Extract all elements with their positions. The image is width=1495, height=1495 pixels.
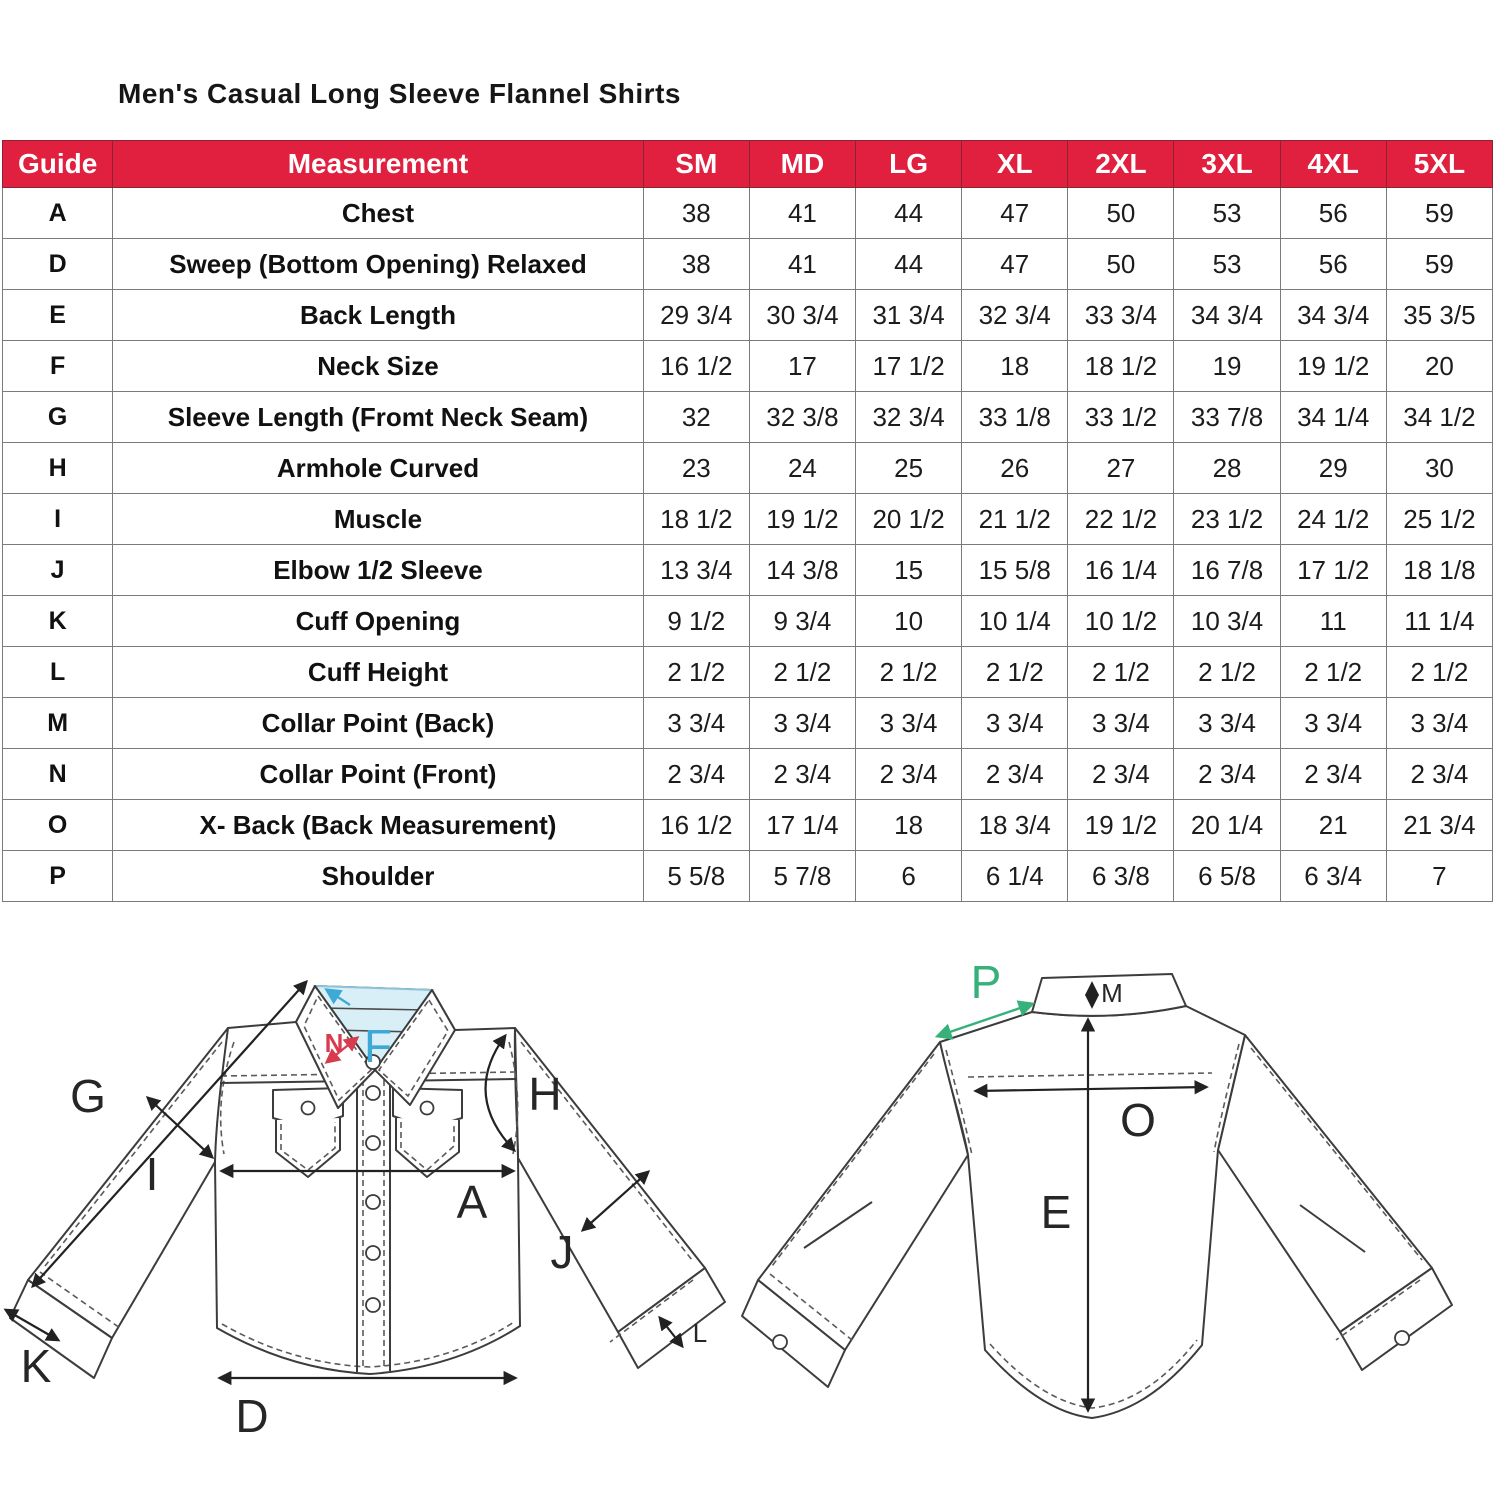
value-cell: 18 bbox=[962, 341, 1068, 392]
value-cell: 2 1/2 bbox=[1386, 647, 1492, 698]
value-cell: 18 1/8 bbox=[1386, 545, 1492, 596]
header-cell: 3XL bbox=[1174, 141, 1280, 188]
value-cell: 3 3/4 bbox=[1386, 698, 1492, 749]
value-cell: 9 1/2 bbox=[643, 596, 749, 647]
label-N: N bbox=[324, 1028, 344, 1058]
value-cell: 3 3/4 bbox=[749, 698, 855, 749]
value-cell: 2 3/4 bbox=[1386, 749, 1492, 800]
value-cell: 2 3/4 bbox=[1280, 749, 1386, 800]
value-cell: 20 1/4 bbox=[1174, 800, 1280, 851]
measurement-cell: Muscle bbox=[113, 494, 643, 545]
value-cell: 26 bbox=[962, 443, 1068, 494]
value-cell: 6 5/8 bbox=[1174, 851, 1280, 902]
label-O: O bbox=[1120, 1094, 1156, 1146]
value-cell: 50 bbox=[1068, 239, 1174, 290]
header-cell: 2XL bbox=[1068, 141, 1174, 188]
table-row bbox=[3, 188, 1493, 239]
measurement-cell: Sleeve Length (Fromt Neck Seam) bbox=[113, 392, 643, 443]
value-cell: 34 1/2 bbox=[1386, 392, 1492, 443]
label-K: K bbox=[20, 1340, 52, 1392]
value-cell: 2 3/4 bbox=[643, 749, 749, 800]
value-cell: 17 1/2 bbox=[1280, 545, 1386, 596]
value-cell: 10 1/4 bbox=[962, 596, 1068, 647]
measurement-cell: Armhole Curved bbox=[113, 443, 643, 494]
guide-cell: O bbox=[3, 800, 113, 851]
value-cell: 29 bbox=[1280, 443, 1386, 494]
table-row bbox=[3, 749, 1493, 800]
value-cell: 33 3/4 bbox=[1068, 290, 1174, 341]
value-cell: 23 1/2 bbox=[1174, 494, 1280, 545]
value-cell: 47 bbox=[962, 188, 1068, 239]
label-L: L bbox=[692, 1318, 708, 1348]
label-E: E bbox=[1040, 1186, 1072, 1238]
value-cell: 44 bbox=[856, 188, 962, 239]
label-A: A bbox=[456, 1176, 488, 1228]
size-chart-table bbox=[2, 140, 1493, 902]
value-cell: 29 3/4 bbox=[643, 290, 749, 341]
value-cell: 6 3/4 bbox=[1280, 851, 1386, 902]
header-cell: Measurement bbox=[113, 141, 643, 188]
value-cell: 33 7/8 bbox=[1174, 392, 1280, 443]
value-cell: 5 5/8 bbox=[643, 851, 749, 902]
value-cell: 2 3/4 bbox=[1174, 749, 1280, 800]
value-cell: 2 1/2 bbox=[1280, 647, 1386, 698]
value-cell: 34 3/4 bbox=[1174, 290, 1280, 341]
guide-cell: D bbox=[3, 239, 113, 290]
back-left-sleeve bbox=[742, 1042, 968, 1387]
measurement-cell: Cuff Height bbox=[113, 647, 643, 698]
label-G: G bbox=[70, 1070, 106, 1122]
label-F: F bbox=[363, 1020, 393, 1072]
value-cell: 10 bbox=[856, 596, 962, 647]
value-cell: 33 1/2 bbox=[1068, 392, 1174, 443]
table-row bbox=[3, 596, 1493, 647]
value-cell: 32 3/4 bbox=[962, 290, 1068, 341]
value-cell: 56 bbox=[1280, 239, 1386, 290]
shirt-front-diagram bbox=[0, 950, 740, 1495]
value-cell: 3 3/4 bbox=[643, 698, 749, 749]
front-left-sleeve bbox=[10, 1028, 228, 1378]
value-cell: 59 bbox=[1386, 188, 1492, 239]
value-cell: 11 1/4 bbox=[1386, 596, 1492, 647]
value-cell: 3 3/4 bbox=[1280, 698, 1386, 749]
value-cell: 47 bbox=[962, 239, 1068, 290]
header-cell: 4XL bbox=[1280, 141, 1386, 188]
value-cell: 24 1/2 bbox=[1280, 494, 1386, 545]
measurement-cell: Sweep (Bottom Opening) Relaxed bbox=[113, 239, 643, 290]
table-row bbox=[3, 494, 1493, 545]
header-cell: MD bbox=[749, 141, 855, 188]
value-cell: 50 bbox=[1068, 188, 1174, 239]
table-row bbox=[3, 239, 1493, 290]
guide-cell: N bbox=[3, 749, 113, 800]
measurement-cell: Collar Point (Back) bbox=[113, 698, 643, 749]
value-cell: 19 1/2 bbox=[749, 494, 855, 545]
value-cell: 30 3/4 bbox=[749, 290, 855, 341]
value-cell: 3 3/4 bbox=[1174, 698, 1280, 749]
value-cell: 28 bbox=[1174, 443, 1280, 494]
button bbox=[366, 1086, 380, 1100]
value-cell: 2 1/2 bbox=[962, 647, 1068, 698]
value-cell: 32 bbox=[643, 392, 749, 443]
value-cell: 41 bbox=[749, 188, 855, 239]
value-cell: 59 bbox=[1386, 239, 1492, 290]
value-cell: 16 1/2 bbox=[643, 800, 749, 851]
value-cell: 6 1/4 bbox=[962, 851, 1068, 902]
guide-cell: P bbox=[3, 851, 113, 902]
value-cell: 19 bbox=[1174, 341, 1280, 392]
label-D: D bbox=[235, 1390, 269, 1442]
guide-cell: I bbox=[3, 494, 113, 545]
guide-cell: G bbox=[3, 392, 113, 443]
value-cell: 16 1/4 bbox=[1068, 545, 1174, 596]
guide-cell: L bbox=[3, 647, 113, 698]
value-cell: 3 3/4 bbox=[856, 698, 962, 749]
value-cell: 10 1/2 bbox=[1068, 596, 1174, 647]
value-cell: 15 bbox=[856, 545, 962, 596]
value-cell: 38 bbox=[643, 239, 749, 290]
value-cell: 11 bbox=[1280, 596, 1386, 647]
header-cell: 5XL bbox=[1386, 141, 1492, 188]
value-cell: 2 3/4 bbox=[856, 749, 962, 800]
table-row bbox=[3, 290, 1493, 341]
button bbox=[366, 1298, 380, 1312]
measurement-cell: Shoulder bbox=[113, 851, 643, 902]
value-cell: 6 3/8 bbox=[1068, 851, 1174, 902]
value-cell: 13 3/4 bbox=[643, 545, 749, 596]
table-body bbox=[3, 188, 1493, 902]
value-cell: 21 1/2 bbox=[962, 494, 1068, 545]
value-cell: 34 1/4 bbox=[1280, 392, 1386, 443]
guide-cell: F bbox=[3, 341, 113, 392]
value-cell: 15 5/8 bbox=[962, 545, 1068, 596]
value-cell: 17 1/4 bbox=[749, 800, 855, 851]
measurement-cell: Cuff Opening bbox=[113, 596, 643, 647]
label-H: H bbox=[528, 1068, 562, 1120]
value-cell: 22 1/2 bbox=[1068, 494, 1174, 545]
value-cell: 21 3/4 bbox=[1386, 800, 1492, 851]
guide-cell: J bbox=[3, 545, 113, 596]
value-cell: 2 3/4 bbox=[1068, 749, 1174, 800]
measurement-cell: Collar Point (Front) bbox=[113, 749, 643, 800]
value-cell: 56 bbox=[1280, 188, 1386, 239]
value-cell: 32 3/8 bbox=[749, 392, 855, 443]
header-cell: SM bbox=[643, 141, 749, 188]
table-row bbox=[3, 800, 1493, 851]
value-cell: 53 bbox=[1174, 239, 1280, 290]
value-cell: 30 bbox=[1386, 443, 1492, 494]
back-right-sleeve bbox=[1218, 1035, 1452, 1370]
value-cell: 3 3/4 bbox=[962, 698, 1068, 749]
label-J: J bbox=[550, 1226, 574, 1278]
value-cell: 2 1/2 bbox=[856, 647, 962, 698]
value-cell: 32 3/4 bbox=[856, 392, 962, 443]
value-cell: 2 1/2 bbox=[1174, 647, 1280, 698]
label-M: M bbox=[1101, 978, 1123, 1008]
value-cell: 25 bbox=[856, 443, 962, 494]
value-cell: 18 bbox=[856, 800, 962, 851]
table-header-row bbox=[3, 141, 1493, 188]
value-cell: 2 3/4 bbox=[962, 749, 1068, 800]
guide-cell: E bbox=[3, 290, 113, 341]
value-cell: 19 1/2 bbox=[1068, 800, 1174, 851]
measurement-cell: Back Length bbox=[113, 290, 643, 341]
guide-cell: H bbox=[3, 443, 113, 494]
table-row bbox=[3, 851, 1493, 902]
label-P: P bbox=[970, 956, 1002, 1008]
back-body bbox=[940, 1006, 1245, 1418]
measurement-cell: Neck Size bbox=[113, 341, 643, 392]
value-cell: 18 1/2 bbox=[643, 494, 749, 545]
table-row bbox=[3, 392, 1493, 443]
value-cell: 24 bbox=[749, 443, 855, 494]
value-cell: 6 bbox=[856, 851, 962, 902]
value-cell: 33 1/8 bbox=[962, 392, 1068, 443]
back-collar bbox=[1032, 974, 1186, 1016]
value-cell: 21 bbox=[1280, 800, 1386, 851]
button bbox=[366, 1195, 380, 1209]
value-cell: 2 1/2 bbox=[643, 647, 749, 698]
guide-cell: A bbox=[3, 188, 113, 239]
value-cell: 16 1/2 bbox=[643, 341, 749, 392]
value-cell: 2 1/2 bbox=[749, 647, 855, 698]
value-cell: 18 1/2 bbox=[1068, 341, 1174, 392]
value-cell: 5 7/8 bbox=[749, 851, 855, 902]
button bbox=[366, 1136, 380, 1150]
value-cell: 31 3/4 bbox=[856, 290, 962, 341]
value-cell: 20 1/2 bbox=[856, 494, 962, 545]
header-cell: XL bbox=[962, 141, 1068, 188]
value-cell: 41 bbox=[749, 239, 855, 290]
table-row bbox=[3, 698, 1493, 749]
value-cell: 18 3/4 bbox=[962, 800, 1068, 851]
guide-cell: M bbox=[3, 698, 113, 749]
value-cell: 14 3/8 bbox=[749, 545, 855, 596]
value-cell: 10 3/4 bbox=[1174, 596, 1280, 647]
value-cell: 7 bbox=[1386, 851, 1492, 902]
measurement-cell: X- Back (Back Measurement) bbox=[113, 800, 643, 851]
table-row bbox=[3, 443, 1493, 494]
header-cell: Guide bbox=[3, 141, 113, 188]
value-cell: 3 3/4 bbox=[1068, 698, 1174, 749]
value-cell: 19 1/2 bbox=[1280, 341, 1386, 392]
page-title: Men's Casual Long Sleeve Flannel Shirts bbox=[118, 78, 681, 109]
value-cell: 53 bbox=[1174, 188, 1280, 239]
table-row bbox=[3, 647, 1493, 698]
value-cell: 17 1/2 bbox=[856, 341, 962, 392]
measurement-cell: Chest bbox=[113, 188, 643, 239]
value-cell: 2 1/2 bbox=[1068, 647, 1174, 698]
label-I: I bbox=[145, 1148, 159, 1200]
value-cell: 38 bbox=[643, 188, 749, 239]
value-cell: 9 3/4 bbox=[749, 596, 855, 647]
value-cell: 2 3/4 bbox=[749, 749, 855, 800]
value-cell: 20 bbox=[1386, 341, 1492, 392]
value-cell: 34 3/4 bbox=[1280, 290, 1386, 341]
guide-cell: K bbox=[3, 596, 113, 647]
header-cell: LG bbox=[856, 141, 962, 188]
value-cell: 35 3/5 bbox=[1386, 290, 1492, 341]
shirt-back-diagram bbox=[740, 950, 1495, 1495]
table-row bbox=[3, 341, 1493, 392]
button bbox=[366, 1246, 380, 1260]
value-cell: 17 bbox=[749, 341, 855, 392]
value-cell: 25 1/2 bbox=[1386, 494, 1492, 545]
table-row bbox=[3, 545, 1493, 596]
value-cell: 23 bbox=[643, 443, 749, 494]
measurement-cell: Elbow 1/2 Sleeve bbox=[113, 545, 643, 596]
value-cell: 27 bbox=[1068, 443, 1174, 494]
value-cell: 44 bbox=[856, 239, 962, 290]
value-cell: 16 7/8 bbox=[1174, 545, 1280, 596]
